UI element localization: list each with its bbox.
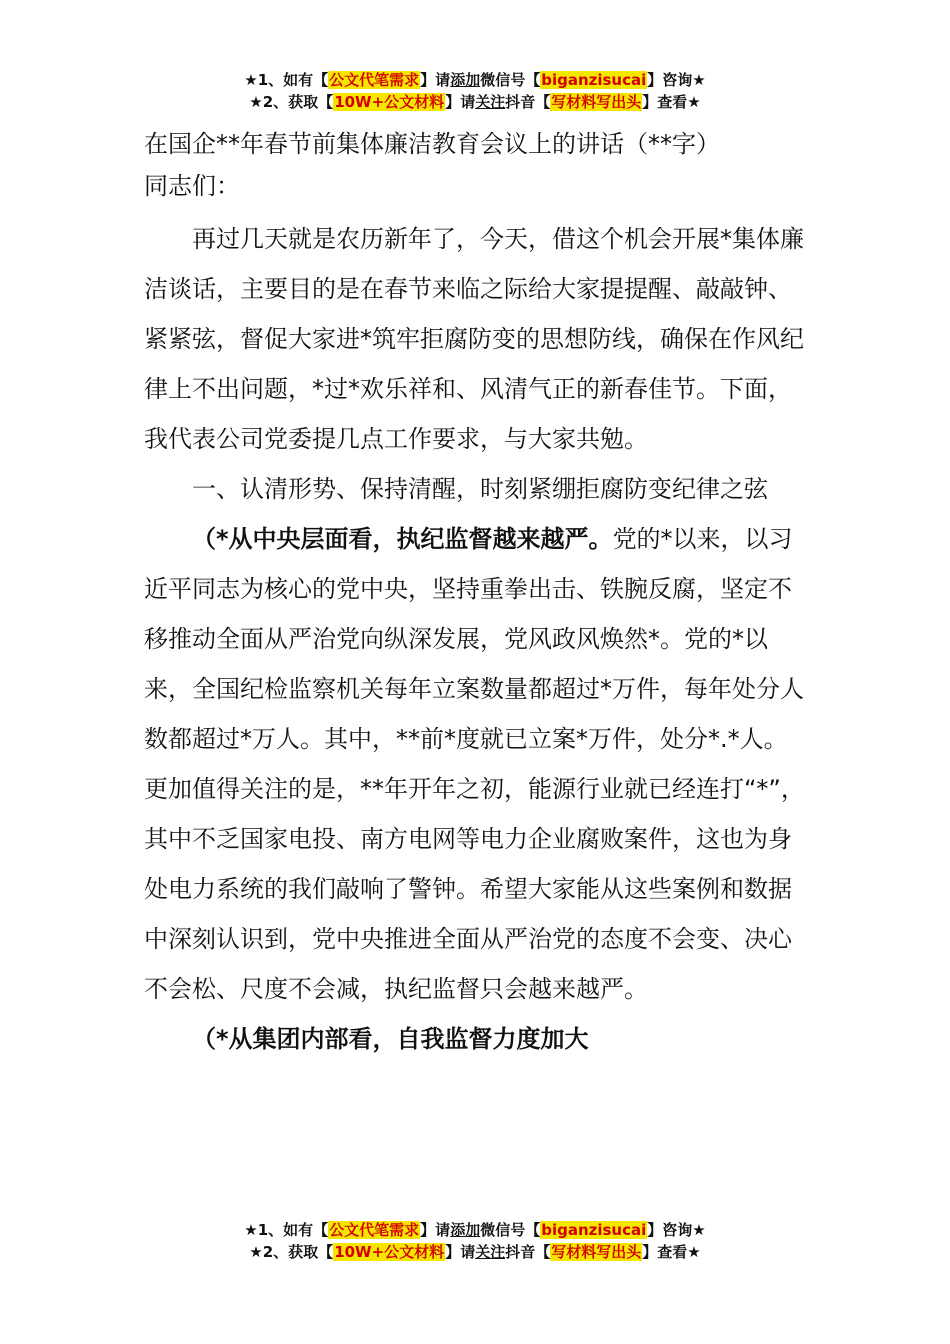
banner-text: 】请 [445,93,476,111]
banner-text: 】请 [420,1221,451,1239]
douyin-account: 写材料写出头 [551,1243,642,1261]
banner-text: 】咨询★ [647,1221,706,1239]
banner-text: 抖音【 [505,1243,551,1261]
underlined-text: 添加 [450,1221,481,1239]
banner-line-2 [0,91,950,113]
banner-text: 】查看★ [642,93,701,111]
banner-text: 】咨询★ [647,71,706,89]
douyin-account: 写材料写出头 [551,93,642,111]
banner-text: ★2、获取【 [249,93,334,111]
wechat-id: biganzisucai [541,71,647,89]
underlined-text: 关注 [475,1243,506,1261]
paragraph-central-level [144,514,810,1014]
banner-text: 】请 [445,1243,476,1261]
highlight-label: 10W+公文材料 [334,93,445,111]
banner-text: 】请 [420,71,451,89]
banner-text: ★2、获取【 [249,1243,334,1261]
section-heading-1: 一、认清形势、保持清醒，时刻紧绷拒腐防变纪律之弦 [192,475,768,503]
banner-line-1 [0,69,950,91]
greeting: 同志们： [144,172,240,200]
document-title: 在国企**年春节前集体廉洁教育会议上的讲话（**字） [144,130,720,158]
underlined-text: 添加 [450,71,481,89]
subheading-group: （*从集团内部看，自我监督力度加大 [192,1025,589,1053]
paragraph-intro: 再过几天就是农历新年了，今天，借这个机会开展*集体廉洁谈话，主要目的是在春节来临之际给大家提提醒、敲敲钟、紧紧弦，督促大家进*筑牢拒腐防变的思想防线，确保在作风纪律上不出问题，*过*欢乐祥和、风清气正的新春佳节。下面，我代表公司党委提几点工作要求，与大家共勉。 [144,225,804,453]
banner-text: 微信号【 [480,1221,541,1239]
banner-line-2 [0,1241,950,1263]
bottom-banner [0,1219,950,1263]
subheading-central: （*从中央层面看，执纪监督越来越严。 [192,525,613,553]
wechat-id: biganzisucai [541,1221,647,1239]
document-body [144,124,810,1064]
banner-text: 微信号【 [480,71,541,89]
underlined-text: 关注 [475,93,506,111]
highlight-label: 公文代笔需求 [329,1221,420,1239]
highlight-label: 公文代笔需求 [329,71,420,89]
banner-text: 】查看★ [642,1243,701,1261]
banner-text: ★1、如有【 [244,1221,329,1239]
paragraph-group-level [144,1014,810,1064]
banner-text: ★1、如有【 [244,71,329,89]
top-banner [0,69,950,113]
paragraph-central-text: 党的*以来，以习近平同志为核心的党中央，坚持重拳出击、铁腕反腐，坚定不移推动全面从严治党向纵深发展，党风政风焕然*。党的*以来，全国纪检监察机关每年立案数量都超过*万件，每年处分人数都超过*万人。其中，**前*度就已立案*万件，处分*.*人。更加值得关注的是，**年开年之初，能源行业就已经连打“*”，其中不乏国家电投、南方电网等电力企业腐败案件，这也为身处电力系统的我们敲响了警钟。希望大家能从这些案例和数据中深刻认识到，党中央推进全面从严治党的态度不会变、决心不会松、尺度不会减，执纪监督只会越来越严。 [144,525,805,1003]
banner-text: 抖音【 [505,93,551,111]
banner-line-1 [0,1219,950,1241]
highlight-label: 10W+公文材料 [334,1243,445,1261]
